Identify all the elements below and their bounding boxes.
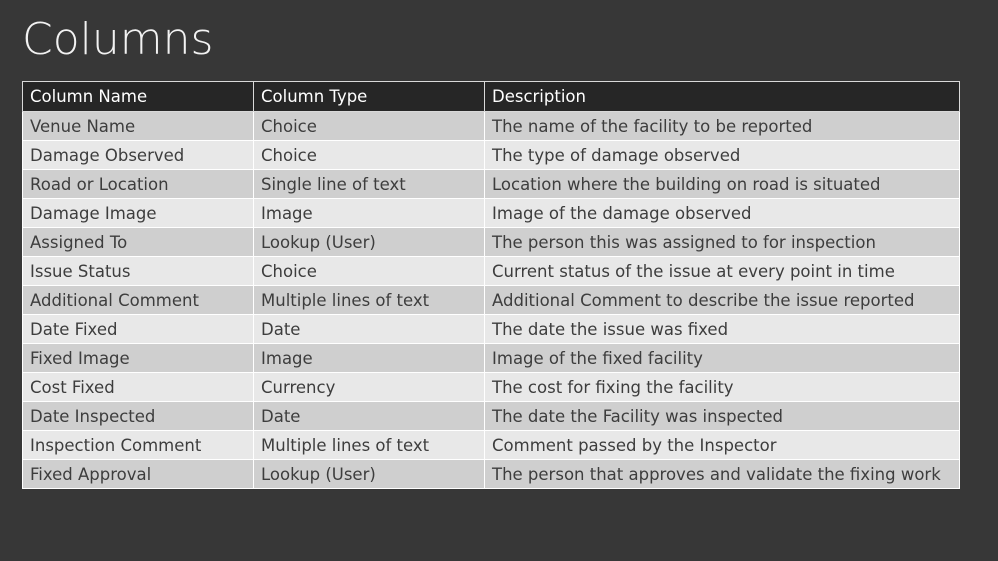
column-name-cell: Road or Location	[23, 170, 254, 199]
description-cell: The date the issue was fixed	[485, 315, 960, 344]
description-header: Description	[485, 82, 960, 112]
column-type-cell: Date	[254, 402, 485, 431]
table-row	[23, 460, 960, 489]
column-type-cell: Currency	[254, 373, 485, 402]
description-cell: Additional Comment to describe the issue reported	[485, 286, 960, 315]
description-cell: The date the Facility was inspected	[485, 402, 960, 431]
table-header-row	[23, 82, 960, 112]
column-name-header: Column Name	[23, 82, 254, 112]
description-cell: Current status of the issue at every point in time	[485, 257, 960, 286]
column-type-cell: Choice	[254, 141, 485, 170]
description-cell: Location where the building on road is situated	[485, 170, 960, 199]
description-cell: Image of the damage observed	[485, 199, 960, 228]
column-type-cell: Date	[254, 315, 485, 344]
column-name-cell: Inspection Comment	[23, 431, 254, 460]
table-row	[23, 228, 960, 257]
column-type-cell: Lookup (User)	[254, 228, 485, 257]
description-cell: The name of the facility to be reported	[485, 112, 960, 141]
description-cell: The person that approves and validate the fixing work	[485, 460, 960, 489]
column-name-cell: Cost Fixed	[23, 373, 254, 402]
description-cell: The type of damage observed	[485, 141, 960, 170]
columns-table	[22, 81, 960, 489]
column-type-cell: Multiple lines of text	[254, 286, 485, 315]
page-title: Columns	[22, 14, 214, 65]
column-name-cell: Fixed Approval	[23, 460, 254, 489]
column-type-cell: Single line of text	[254, 170, 485, 199]
column-type-header: Column Type	[254, 82, 485, 112]
table-row	[23, 373, 960, 402]
column-name-cell: Venue Name	[23, 112, 254, 141]
column-name-cell: Assigned To	[23, 228, 254, 257]
column-type-cell: Image	[254, 344, 485, 373]
column-name-cell: Issue Status	[23, 257, 254, 286]
column-type-cell: Choice	[254, 112, 485, 141]
table-row	[23, 141, 960, 170]
table-row	[23, 431, 960, 460]
column-name-cell: Damage Observed	[23, 141, 254, 170]
description-cell: Comment passed by the Inspector	[485, 431, 960, 460]
description-cell: The person this was assigned to for inspection	[485, 228, 960, 257]
table-row	[23, 112, 960, 141]
table-row	[23, 257, 960, 286]
column-name-cell: Date Fixed	[23, 315, 254, 344]
table-row	[23, 286, 960, 315]
description-cell: Image of the fixed facility	[485, 344, 960, 373]
table-row	[23, 402, 960, 431]
column-type-cell: Choice	[254, 257, 485, 286]
column-type-cell: Lookup (User)	[254, 460, 485, 489]
table-row	[23, 315, 960, 344]
table-row	[23, 199, 960, 228]
description-cell: The cost for fixing the facility	[485, 373, 960, 402]
column-type-cell: Multiple lines of text	[254, 431, 485, 460]
column-type-cell: Image	[254, 199, 485, 228]
column-name-cell: Date Inspected	[23, 402, 254, 431]
column-name-cell: Fixed Image	[23, 344, 254, 373]
table-row	[23, 170, 960, 199]
table-row	[23, 344, 960, 373]
column-name-cell: Additional Comment	[23, 286, 254, 315]
column-name-cell: Damage Image	[23, 199, 254, 228]
